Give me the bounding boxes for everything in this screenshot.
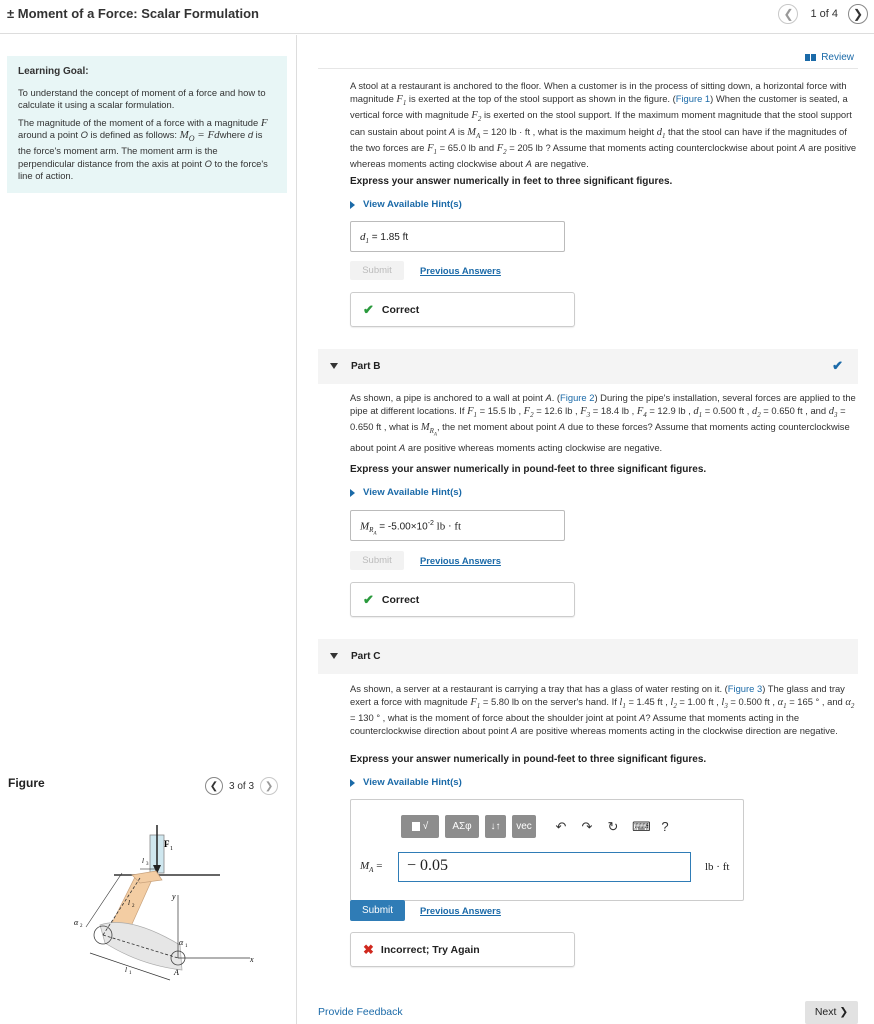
label-alpha2: α (74, 918, 79, 927)
greek-symbols-button[interactable]: ΑΣφ (445, 815, 479, 838)
left-panel (0, 35, 297, 1024)
label-a: A (174, 968, 179, 977)
item-pager (778, 4, 868, 24)
expand-caret-icon (350, 201, 355, 209)
label-l3-sub: 3 (146, 862, 149, 867)
part-a-hint-toggle[interactable]: View Available Hint(s) (350, 199, 462, 210)
answer-unit: lb · ft (705, 861, 730, 873)
part-b-submit-button[interactable]: Submit (350, 551, 404, 570)
part-b-header[interactable]: Part B ✔ (318, 349, 858, 384)
review-link[interactable]: Review (805, 52, 854, 63)
part-c-header[interactable]: Part C (318, 639, 858, 674)
answer-row (360, 852, 729, 882)
learning-goal-box (7, 56, 287, 193)
label-alpha2-sub: 2 (80, 924, 83, 929)
label-alpha1: α (179, 938, 184, 947)
next-item-button[interactable]: ❯ (848, 4, 868, 24)
part-c-previous-answers-link[interactable]: Previous Answers (420, 905, 501, 916)
label-x: x (250, 955, 254, 964)
part-c-submit-button[interactable]: Submit (350, 900, 405, 921)
part-b-result: ✔ Correct (350, 582, 575, 617)
part-c-instruction: Express your answer numerically in pound-feet to three significant figures. (350, 754, 707, 765)
expand-caret-icon (350, 779, 355, 787)
answer-lhs: $M_A$ = (360, 859, 383, 875)
book-icon (805, 54, 816, 61)
label-l1-sub: 1 (129, 971, 132, 976)
figure-label: Figure (8, 776, 45, 790)
redo-icon[interactable]: ↷ (581, 818, 593, 834)
part-a-result: ✔ Correct (350, 292, 575, 327)
part-b-previous-answers-link[interactable]: Previous Answers (420, 555, 501, 566)
part-a-submit-button[interactable]: Submit (350, 261, 404, 280)
figure-1-link[interactable]: Figure 1 (675, 92, 711, 104)
expand-caret-icon (350, 489, 355, 497)
label-y: y (172, 892, 176, 901)
label-l3: l (142, 857, 144, 865)
part-a-instruction: Express your answer numerically in feet to three significant figures. (350, 176, 673, 187)
label-l1: l (125, 966, 127, 974)
part-c-result: ✖ Incorrect; Try Again (350, 932, 575, 967)
check-icon: ✔ (363, 301, 374, 317)
part-b-instruction: Express your answer numerically in pound-feet to three significant figures. (350, 464, 707, 475)
completed-check-icon: ✔ (832, 358, 843, 373)
part-b-answer-field: $M_{R_A} = -5.00\times 10^{-2}$ lb · ft (350, 510, 565, 541)
moment-definition: The magnitude of the moment of a force with a magnitude F around a point O is defined as follows: $M_O$ = Fdwhere d is the force's moment arm. The moment arm is the perpendicular distance from the axis at point O to the force's line of action. (18, 116, 268, 182)
right-panel (298, 35, 874, 1024)
next-button[interactable]: Next ❯ (805, 1001, 858, 1024)
label-f-sub: 1 (170, 846, 173, 852)
part-a-problem-text: A stool at a restaurant is anchored to the floor. When a customer is in the process of sitting down, a horizontal force with magnitude $F_1$ is exerted at the top of the stool support as shown in the figure. (Figure 1) When the customer is seated, a vertical force with magnitude $F_2$ is exerted on the stool support. If the maximum moment magnitude that the stool support can sustain about point A is $M_A = 120$ lb · ft , what is the maximum height $d_1$ that the stool can have if the magnitudes of the two forces are $F_1 = 65.0$ lb and $F_2 = 205$ lb ? Assume that moments acting counterclockwise about point A are positive whereas moments acting clockwise about A are negative. (350, 80, 857, 170)
figure-count: 3 of 3 (229, 780, 255, 792)
figure-pager (205, 777, 278, 795)
provide-feedback-link[interactable]: Provide Feedback (318, 1006, 403, 1018)
part-b-problem-text: As shown, a pipe is anchored to a wall at point A. (Figure 2) During the pipe's installation, several forces are applied to the pipe at different locations. If $F_1 = 15.5$ lb , $F_2 = 12.6$ lb , $F_3 = 18.4$ lb , $F_4 = 12.9$ lb , $d_1 = 0.500$ ft , $d_2 = 0.650$ ft , and $d_3 = 0.650$ ft , what is $M_{R_A}$, the net moment about point A due to these forces? Assume that moments acting counterclockwise about point A are positive whereas moments acting clockwise are negative. (350, 392, 856, 453)
label-l2: l (128, 899, 130, 907)
part-a-previous-answers-link[interactable]: Previous Answers (420, 265, 501, 276)
prev-item-button[interactable]: ❮ (778, 4, 798, 24)
help-icon[interactable]: ? (661, 819, 669, 834)
math-answer-editor (350, 799, 744, 901)
part-c-problem-text: As shown, a server at a restaurant is carrying a tray that has a glass of water resting on it. (Figure 3) The glass and tray exert a force with magnitude $F_1 = 5.80$ lb on the server's hand. If $l_1 = 1.45$ ft , $l_2 = 1.00$ ft , $l_3 = 0.500$ ft , $\alpha_1 = 165$ ° , and $\alpha_2 = 130$ ° , what is the moment of force about the shoulder joint at point A? Assume that moments acting in the counterclockwise direction about point A are positive whereas moments acting in the clockwise direction are negative. (350, 683, 855, 736)
top-bar (0, 0, 874, 34)
figure-3-link[interactable]: Figure 3 (727, 683, 763, 694)
vector-button[interactable]: vec (512, 815, 536, 838)
sort-button[interactable]: ↓↑ (485, 815, 506, 838)
answer-input[interactable]: − 0.05 (398, 852, 691, 882)
figure-2-link[interactable]: Figure 2 (560, 392, 595, 403)
keyboard-icon[interactable]: ⌨ (632, 818, 651, 834)
next-figure-button[interactable]: ❯ (260, 777, 278, 795)
collapse-caret-icon (330, 363, 338, 369)
sleeve-shape (100, 923, 182, 971)
prev-figure-button[interactable]: ❮ (205, 777, 223, 795)
collapse-caret-icon (330, 653, 338, 659)
incorrect-x-icon: ✖ (363, 941, 374, 957)
reset-icon[interactable]: ↻ (607, 818, 619, 834)
part-b-hint-toggle[interactable]: View Available Hint(s) (350, 487, 462, 498)
server-arm-figure (70, 825, 270, 995)
label-alpha1-sub: 1 (185, 944, 188, 949)
part-a-answer-field: $d_1 = 1.85$ ft (350, 221, 565, 252)
page-title: ± Moment of a Force: Scalar Formulation (7, 6, 260, 21)
math-toolbar (401, 815, 672, 838)
label-f: F (164, 839, 170, 849)
learning-goal-heading: Learning Goal: (18, 66, 89, 77)
undo-icon[interactable]: ↶ (555, 818, 567, 834)
divider (318, 68, 858, 69)
check-icon: ✔ (363, 591, 374, 607)
templates-button[interactable]: √ (401, 815, 439, 838)
label-l2-sub: 2 (132, 904, 135, 909)
learning-goal-text: To understand the concept of moment of a force and how to calculate it using a scalar formulation. (18, 86, 266, 110)
item-count: 1 of 4 (810, 8, 838, 20)
part-c-hint-toggle[interactable]: View Available Hint(s) (350, 777, 462, 788)
